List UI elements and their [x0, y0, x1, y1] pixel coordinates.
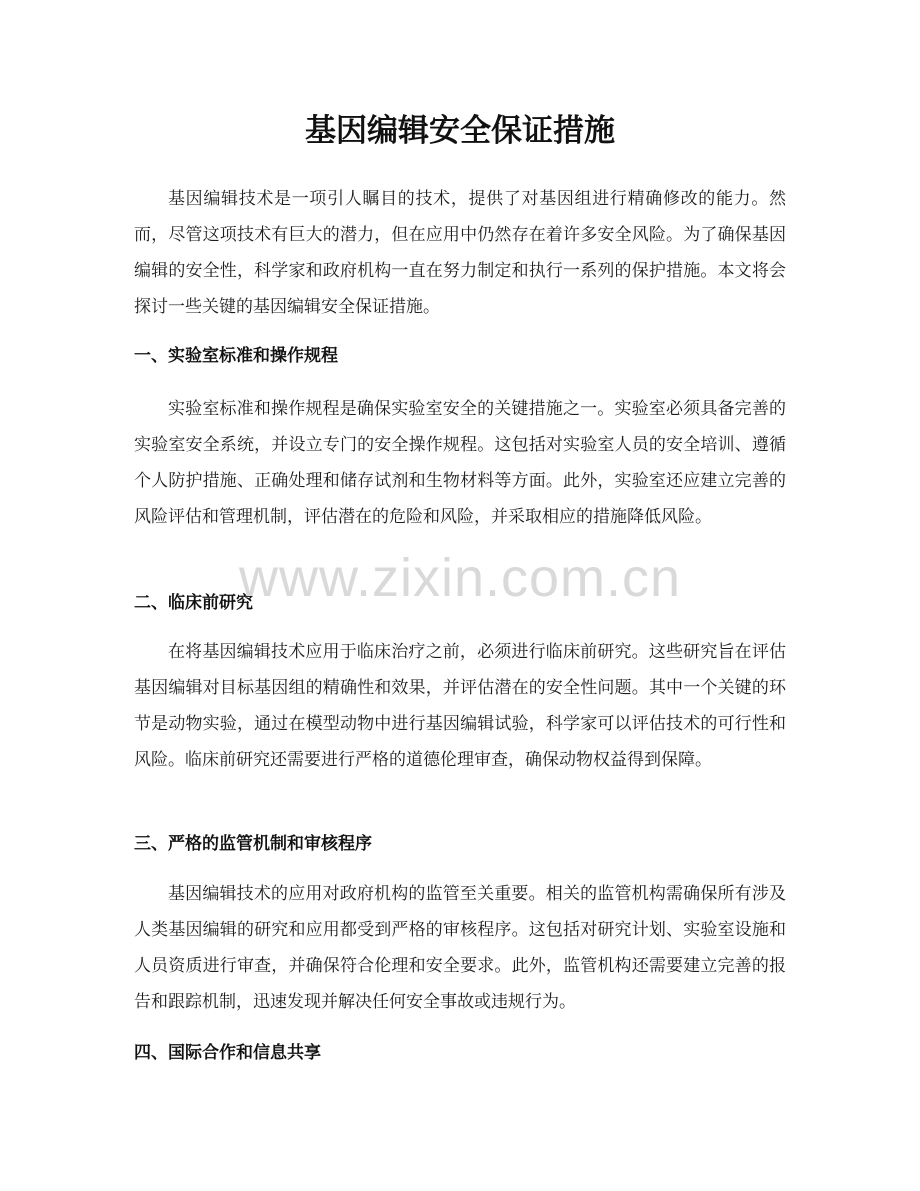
section-heading-2: 二、临床前研究 — [134, 593, 253, 613]
section-heading-4: 四、国际合作和信息共享 — [134, 1043, 321, 1063]
watermark: www.zixin.com.cn — [238, 548, 682, 608]
section-heading-1: 一、实验室标准和操作规程 — [134, 346, 338, 366]
section-body-1: 实验室标准和操作规程是确保实验室安全的关键措施之一。实验室必须具备完善的实验室安全系统，并设立专门的安全操作规程。这包括对实验室人员的安全培训、遵循个人防护措施、正确处理和储存试剂和生物材料等方面。此外，实验室还应建立完善的风险评估和管理机制，评估潜在的危险和风险，并采取相应的措施降低风险。 — [134, 399, 786, 527]
document-title: 基因编辑安全保证措施 — [305, 113, 615, 149]
section-heading-3: 三、严格的监管机制和审核程序 — [134, 834, 372, 854]
section-body-2: 在将基因编辑技术应用于临床治疗之前，必须进行临床前研究。这些研究旨在评估基因编辑对目标基因组的精确性和效果，并评估潜在的安全性问题。其中一个关键的环节是动物实验，通过在模型动物中进行基因编辑试验，科学家可以评估技术的可行性和风险。临床前研究还需要进行严格的道德伦理审查，确保动物权益得到保障。 — [134, 642, 786, 770]
intro-paragraph: 基因编辑技术是一项引人瞩目的技术，提供了对基因组进行精确修改的能力。然而，尽管这项技术有巨大的潜力，但在应用中仍然存在着许多安全风险。为了确保基因编辑的安全性，科学家和政府机构一直在努力制定和执行一系列的保护措施。本文将会探讨一些关键的基因编辑安全保证措施。 — [134, 189, 786, 317]
section-body-3: 基因编辑技术的应用对政府机构的监管至关重要。相关的监管机构需确保所有涉及人类基因编辑的研究和应用都受到严格的审核程序。这包括对研究计划、实验室设施和人员资质进行审查，并确保符合伦理和安全要求。此外，监管机构还需要建立完善的报告和跟踪机制，迅速发现并解决任何安全事故或违规行为。 — [134, 884, 786, 1012]
